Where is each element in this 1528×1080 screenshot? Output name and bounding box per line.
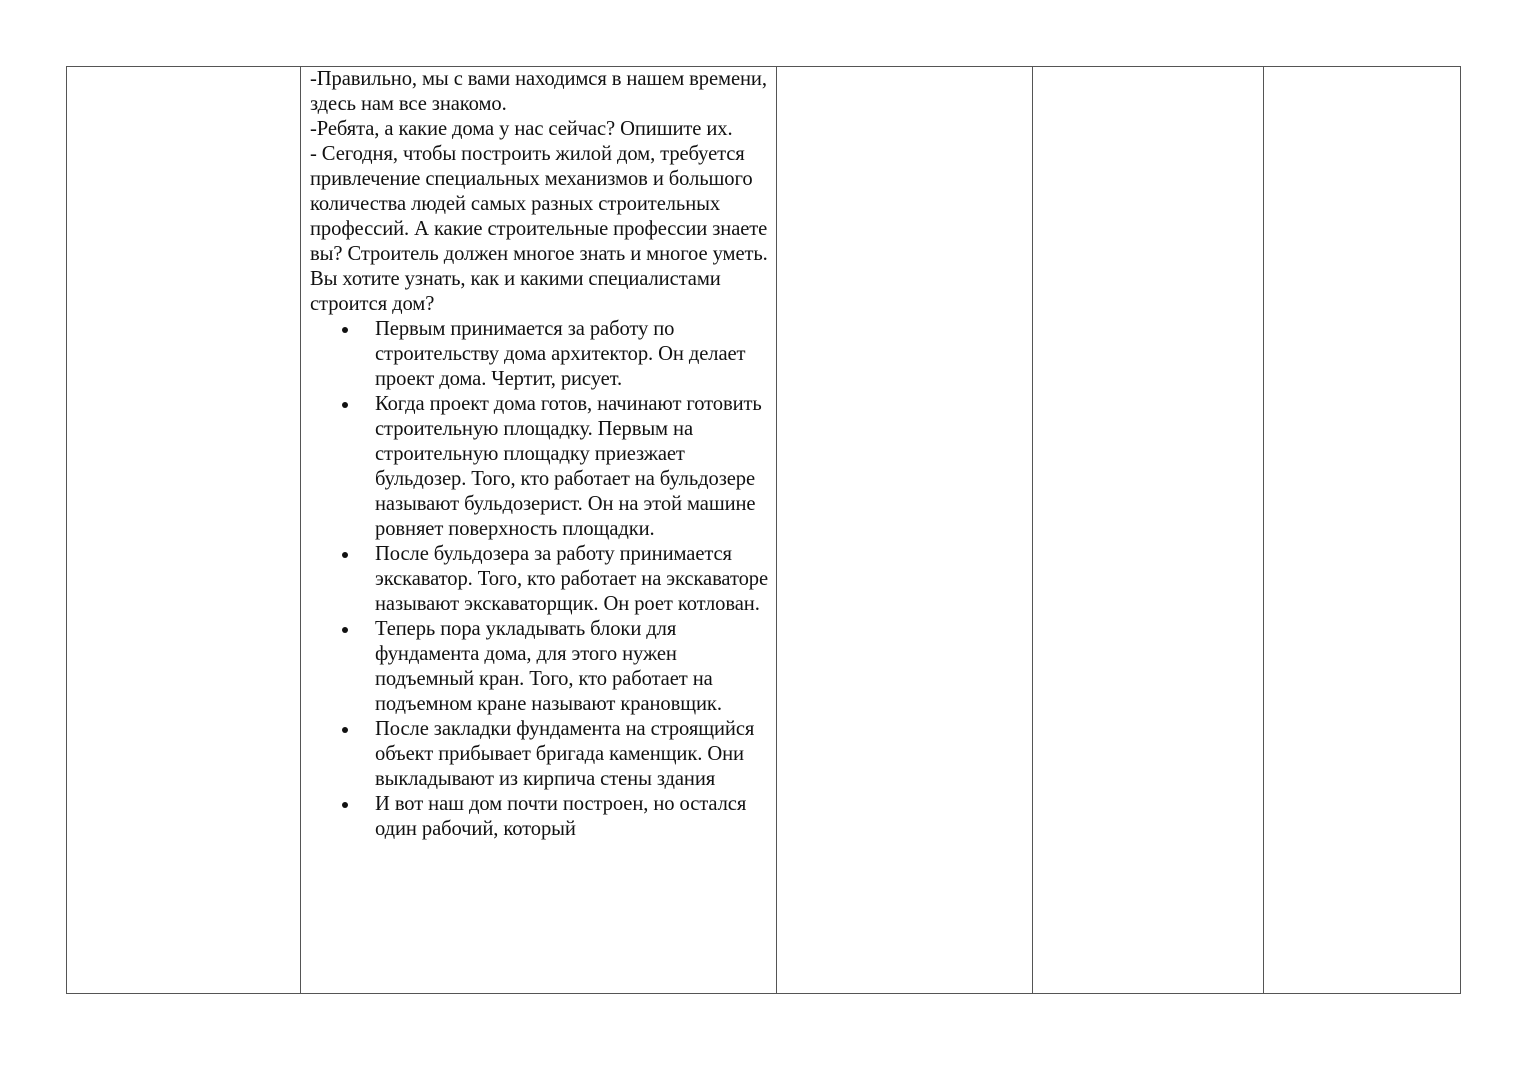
paragraph: - Сегодня, чтобы построить жилой дом, требуется привлечение специальных механизмов и большого количества людей самых разных строительных профессий. А какие строительные профессии знаете вы? Строитель должен многое знать и многое уметь. bbox=[310, 143, 768, 265]
lesson-table bbox=[66, 66, 1461, 994]
table-cell-empty-4 bbox=[1033, 67, 1264, 994]
list-item-text: После закладки фундамента на строящийся объект прибывает бригада каменщик. Они выкладывают из кирпича стены здания bbox=[375, 718, 755, 790]
bullet-icon bbox=[342, 802, 348, 808]
list-item bbox=[310, 792, 768, 842]
bullet-icon bbox=[342, 727, 348, 733]
list-item-text: Первым принимается за работу по строительству дома архитектор. Он делает проект дома. Чертит, рисует. bbox=[375, 318, 746, 390]
list-item-text: После бульдозера за работу принимается экскаватор. Того, кто работает на экскаваторе называют экскаваторщик. Он роет котлован. bbox=[375, 543, 769, 615]
table-row bbox=[67, 67, 1461, 994]
table-cell-lesson-text bbox=[301, 67, 777, 994]
paragraph: Вы хотите узнать, как и какими специалистами строится дом? bbox=[310, 268, 721, 315]
bullet-list bbox=[310, 317, 768, 842]
lesson-text bbox=[310, 67, 768, 842]
bullet-icon bbox=[342, 402, 348, 408]
list-item bbox=[310, 717, 768, 792]
paragraph: -Правильно, мы с вами находимся в нашем времени, здесь нам все знакомо. bbox=[310, 68, 767, 115]
table-cell-empty-1 bbox=[67, 67, 301, 994]
list-item-text: И вот наш дом почти построен, но остался один рабочий, который bbox=[375, 793, 747, 840]
bullet-icon bbox=[342, 552, 348, 558]
list-item-text: Когда проект дома готов, начинают готовить строительную площадку. Первым на строительную площадку приезжает бульдозер. Того, кто работает на бульдозере называют бульдозерист. Он на этой машине ровняет поверхность площадки. bbox=[375, 393, 762, 540]
list-item bbox=[310, 317, 768, 392]
list-item bbox=[310, 392, 768, 542]
bullet-icon bbox=[342, 627, 348, 633]
table-cell-empty-3 bbox=[777, 67, 1033, 994]
table-cell-empty-5 bbox=[1264, 67, 1461, 994]
list-item-text: Теперь пора укладывать блоки для фундамента дома, для этого нужен подъемный кран. Того, кто работает на подъемном кране называют крановщик. bbox=[375, 618, 722, 715]
list-item bbox=[310, 617, 768, 717]
list-item bbox=[310, 542, 768, 617]
paragraph: -Ребята, а какие дома у нас сейчас? Опишите их. bbox=[310, 118, 733, 140]
bullet-icon bbox=[342, 327, 348, 333]
